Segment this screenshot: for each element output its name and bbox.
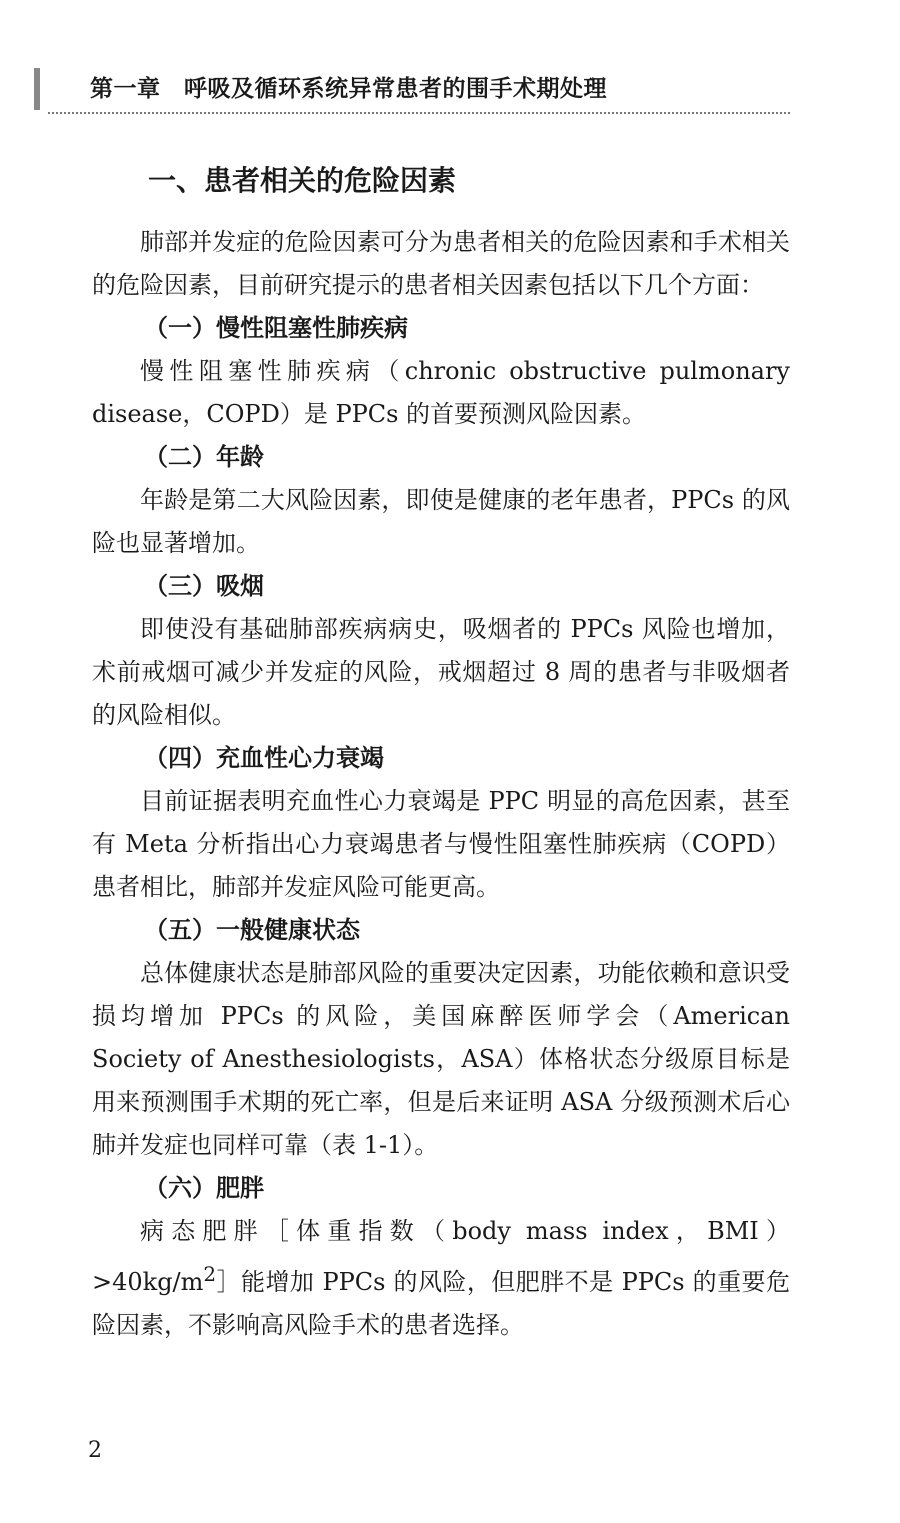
- chapter-title: 第一章 呼吸及循环系统异常患者的围手术期处理: [90, 75, 607, 102]
- superscript-exponent: 2: [203, 1262, 217, 1286]
- subsection-text-health-status: 总体健康状态是肺部风险的重要决定因素，功能依赖和意识受损均增加 PPCs 的风险，美国麻醉医师学会（American Society of Anesthesiologists，ASA）体格状态分级原目标是用来预测围手术期的死亡率，但是后来证明 ASA 分级预测术后心肺并发症也同样可靠（表 1-1）。: [92, 959, 790, 1159]
- obesity-text-end: ］能增加 PPCs 的风险，但肥胖不是 PPCs 的重要危险因素，不影响高风险手术的患者选择。: [92, 1268, 790, 1339]
- header-divider: [48, 112, 790, 114]
- subsection-text-obesity: [92, 1210, 790, 1347]
- obesity-text-start: 病态肥胖［体重指数（body mass index，BMI）>40kg/m: [92, 1217, 790, 1296]
- page-number: 2: [88, 1438, 102, 1463]
- subsection-heading-copd: （一）慢性阻塞性肺疾病: [144, 314, 408, 342]
- running-header: [34, 62, 790, 114]
- section-intro: 肺部并发症的危险因素可分为患者相关的危险因素和手术相关的危险因素，目前研究提示的患者相关因素包括以下几个方面：: [92, 228, 790, 299]
- subsection-heading-heart-failure: （四）充血性心力衰竭: [144, 744, 384, 772]
- subsection-text-copd: 慢性阻塞性肺疾病（chronic obstructive pulmonary disease，COPD）是 PPCs 的首要预测风险因素。: [92, 357, 790, 428]
- subsection-heading-smoking: （三）吸烟: [144, 572, 264, 600]
- subsection-text-age: 年龄是第二大风险因素，即使是健康的老年患者，PPCs 的风险也显著增加。: [92, 486, 790, 557]
- subsection-text-heart-failure: 目前证据表明充血性心力衰竭是 PPC 明显的高危因素，甚至有 Meta 分析指出心力衰竭患者与慢性阻塞性肺疾病（COPD）患者相比，肺部并发症风险可能更高。: [92, 787, 790, 901]
- subsection-heading-obesity: （六）肥胖: [144, 1174, 264, 1202]
- section-heading: 一、患者相关的危险因素: [148, 164, 457, 197]
- subsection-heading-age: （二）年龄: [144, 443, 264, 471]
- subsection-text-smoking: 即使没有基础肺部疾病病史，吸烟者的 PPCs 风险也增加，术前戒烟可减少并发症的风险，戒烟超过 8 周的患者与非吸烟者的风险相似。: [92, 615, 790, 729]
- header-bar: [34, 68, 40, 110]
- page-body: [92, 155, 790, 1347]
- subsection-heading-health-status: （五）一般健康状态: [144, 916, 360, 944]
